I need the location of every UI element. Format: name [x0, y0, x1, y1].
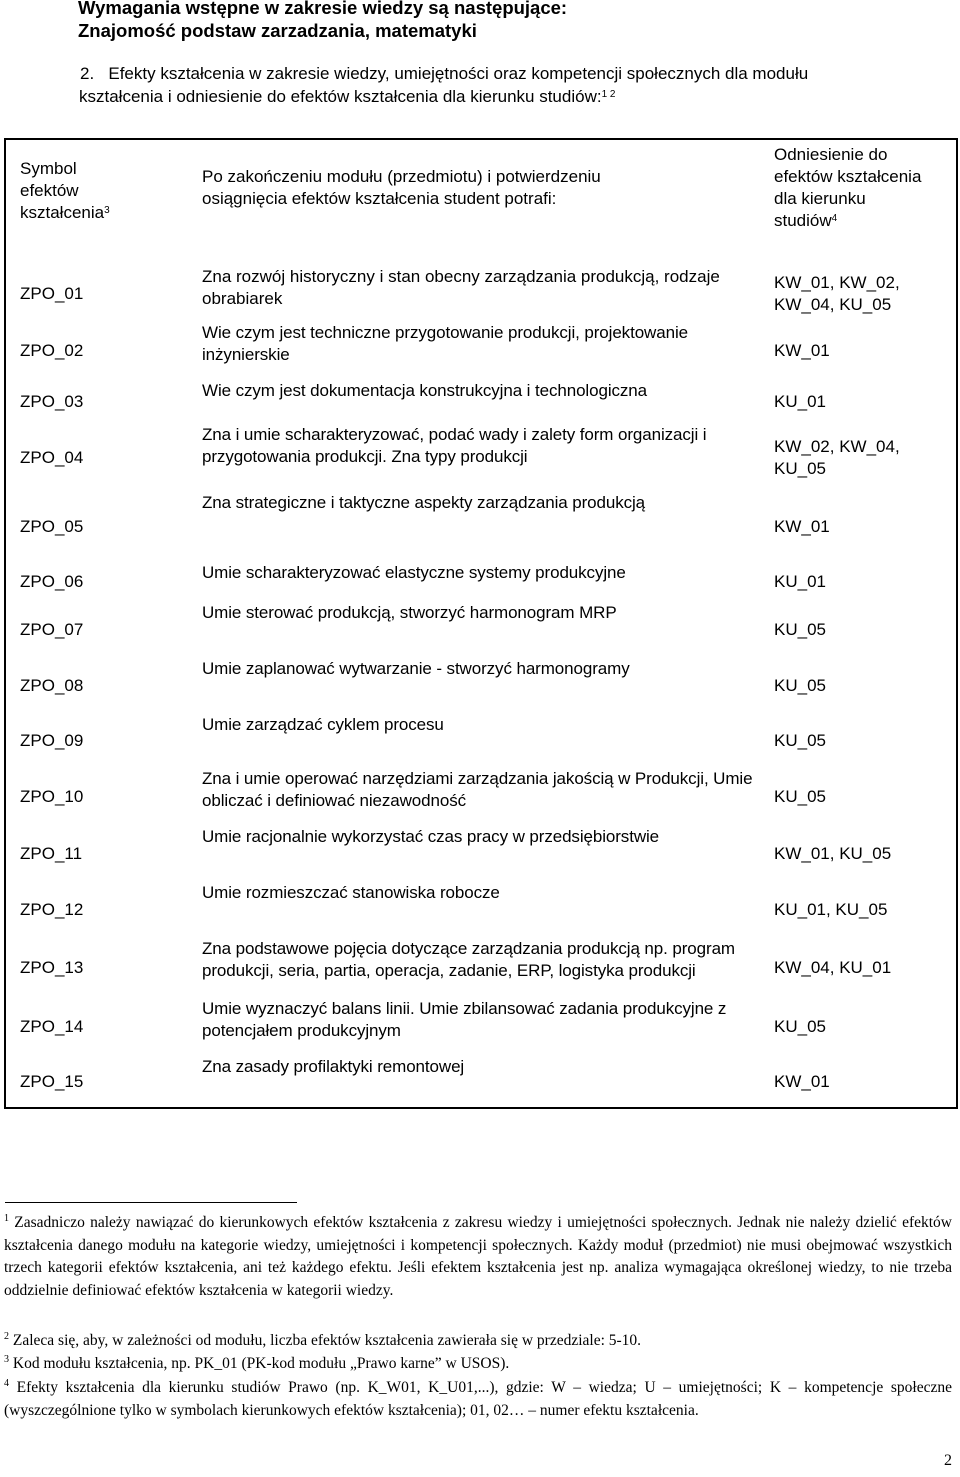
outcome-symbol: ZPO_11 — [20, 844, 83, 863]
outcome-description: Zna i umie operować narzędziami zarządzania jakością w Produkcji, Umie obliczać i definiować niezawodność — [202, 769, 753, 810]
outcome-reference: KW_01, KU_05 — [774, 844, 892, 863]
section-text-line1: Efekty kształcenia w zakresie wiedzy, umiejętności oraz kompetencji społecznych dla modułu — [108, 64, 809, 83]
footnote-4: $^4$ Efekty kształcenia dla kierunku studiów Prawo (np. K_W01, K_U01,...), gdzie: W – wiedza; U – umiejętności; K – kompetencje społeczne (wyszczególnione tylko w symbolach kierunkowych efektów kształcenia); 01, 02… – numer efektu kształcenia. — [4, 1378, 953, 1419]
section-text-line2: kształcenia i odniesienie do efektów kształcenia dla kierunku studiów: — [79, 87, 602, 106]
outcome-reference: KU_05 — [774, 731, 826, 750]
outcome-description: Zna strategiczne i taktyczne aspekty zarządzania produkcją — [202, 493, 646, 512]
learning-outcomes-table — [4, 138, 958, 1109]
prerequisites — [78, 0, 567, 42]
prerequisites-line2: Znajomość podstaw zarzadzania, matematyki — [78, 20, 477, 41]
table-row — [5, 322, 957, 380]
table-row — [5, 826, 957, 882]
outcome-symbol: ZPO_01 — [20, 284, 84, 303]
header-description: Po zakończeniu modułu (przedmiotu) i potwierdzeniu osiągnięcia efektów kształcenia student potrafi: — [202, 167, 601, 208]
outcome-reference: KW_04, KU_01 — [774, 958, 892, 977]
outcome-reference: KU_01 — [774, 392, 826, 411]
table-row — [5, 658, 957, 714]
outcome-reference: KU_05 — [774, 1017, 826, 1036]
footnote-separator — [5, 1202, 297, 1203]
table-row — [5, 602, 957, 658]
page-number: 2 — [944, 1452, 952, 1469]
outcome-description: Zna rozwój historyczny i stan obecny zarządzania produkcją, rodzaje obrabiarek — [202, 267, 720, 308]
table-row — [5, 714, 957, 768]
outcome-description: Umie rozmieszczać stanowiska robocze — [202, 883, 500, 902]
table-body — [5, 266, 957, 1108]
prerequisites-line1: Wymagania wstępne w zakresie wiedzy są następujące: — [78, 0, 568, 18]
footnote-3: $^3$ Kod modułu kształcenia, np. PK_01 (PK-kod modułu „Prawo karne” w USOS). — [4, 1354, 510, 1372]
section-number: 2. — [80, 64, 95, 83]
table-header-row — [5, 139, 957, 266]
outcome-symbol: ZPO_02 — [20, 341, 84, 360]
outcome-symbol: ZPO_03 — [20, 392, 84, 411]
outcome-symbol: ZPO_12 — [20, 900, 84, 919]
outcome-reference: KU_05 — [774, 620, 826, 639]
outcome-reference: KU_01, KU_05 — [774, 900, 888, 919]
table-row — [5, 380, 957, 424]
table-row — [5, 492, 957, 562]
outcome-description: Umie scharakteryzować elastyczne systemy produkcyjne — [202, 563, 626, 582]
outcome-reference: KW_02, KW_04, KU_05 — [774, 437, 900, 478]
outcome-symbol: ZPO_07 — [20, 620, 84, 639]
table-row — [5, 938, 957, 998]
outcome-reference: KU_05 — [774, 676, 826, 695]
header-symbol: Symbol efektów kształcenia$^3$ — [20, 159, 110, 222]
outcome-reference: KW_01 — [774, 1071, 830, 1091]
outcome-reference: KW_01 — [774, 517, 830, 536]
outcome-description: Wie czym jest techniczne przygotowanie produkcji, projektowanie inżynierskie — [202, 323, 688, 364]
table-row — [5, 998, 957, 1056]
table-row — [5, 266, 957, 322]
outcome-symbol: ZPO_08 — [20, 676, 84, 695]
outcome-description: Zna zasady profilaktyki remontowej — [202, 1057, 465, 1076]
outcome-description: Zna podstawowe pojęcia dotyczące zarządzania produkcją np. program produkcji, seria, partia, operacja, zadanie, ERP, logistyka produkcji — [202, 939, 735, 980]
outcome-reference: KW_01 — [774, 341, 830, 360]
outcome-reference: KU_05 — [774, 787, 826, 806]
outcome-description: Umie zarządzać cyklem procesu — [202, 715, 444, 734]
section-intro — [80, 62, 960, 108]
table-row — [5, 1056, 957, 1108]
outcome-reference: KU_01 — [774, 572, 826, 591]
outcome-description: Umie racjonalnie wykorzystać czas pracy w przedsiębiorstwie — [202, 827, 660, 846]
outcome-symbol: ZPO_13 — [20, 958, 84, 977]
section-footnote-refs: 1 2 — [601, 89, 616, 100]
table-row — [5, 424, 957, 492]
outcome-symbol: ZPO_05 — [20, 517, 84, 536]
outcome-description: Umie sterować produkcją, stworzyć harmonogram MRP — [202, 603, 617, 622]
outcome-description: Umie zaplanować wytwarzanie - stworzyć harmonogramy — [202, 659, 630, 678]
outcome-symbol: ZPO_06 — [20, 572, 84, 591]
table-row — [5, 768, 957, 826]
outcome-description: Wie czym jest dokumentacja konstrukcyjna i technologiczna — [202, 381, 647, 400]
outcome-symbol: ZPO_09 — [20, 731, 84, 750]
outcome-symbol: ZPO_04 — [20, 448, 84, 467]
outcome-symbol: ZPO_10 — [20, 787, 84, 806]
table-row — [5, 562, 957, 602]
outcome-symbol: ZPO_15 — [20, 1071, 84, 1091]
footnote-1: $^1$ Zasadniczo należy nawiązać do kierunkowych efektów kształcenia z zakresu wiedzy i umiejętności społecznych. Jednak nie należy dzielić efektów kształcenia danego modułu na kategorie wiedzy, umiejętności i kompetencji społecznych. Każdy moduł (przedmiot) nie musi obejmować wszystkich trzech kategorii efektów kształcenia, ani też każdego efektu. Jeśli efektem kształcenia jest np. analiza wymagająca określonej wiedzy, to nie trzeba oddzielnie definiować efektów kształcenia w kategorii wiedzy. — [4, 1213, 952, 1299]
outcome-reference: KW_01, KW_02, KW_04, KU_05 — [774, 273, 900, 314]
footnote-2: $^2$ Zaleca się, aby, w zależności od modułu, liczba efektów kształcenia zawierała się w przedziale: 5-10. — [4, 1331, 642, 1349]
table-row — [5, 882, 957, 938]
header-reference: Odniesienie do efektów kształcenia dla kierunku studiów$^4$ — [774, 145, 922, 230]
outcome-description: Zna i umie scharakteryzować, podać wady i zalety form organizacji i przygotowania produkcji. Zna typy produkcji — [202, 425, 707, 466]
outcome-symbol: ZPO_14 — [20, 1017, 84, 1036]
outcome-description: Umie wyznaczyć balans linii. Umie zbilansować zadania produkcyjne z potencjałem produkcyjnym — [202, 999, 727, 1040]
